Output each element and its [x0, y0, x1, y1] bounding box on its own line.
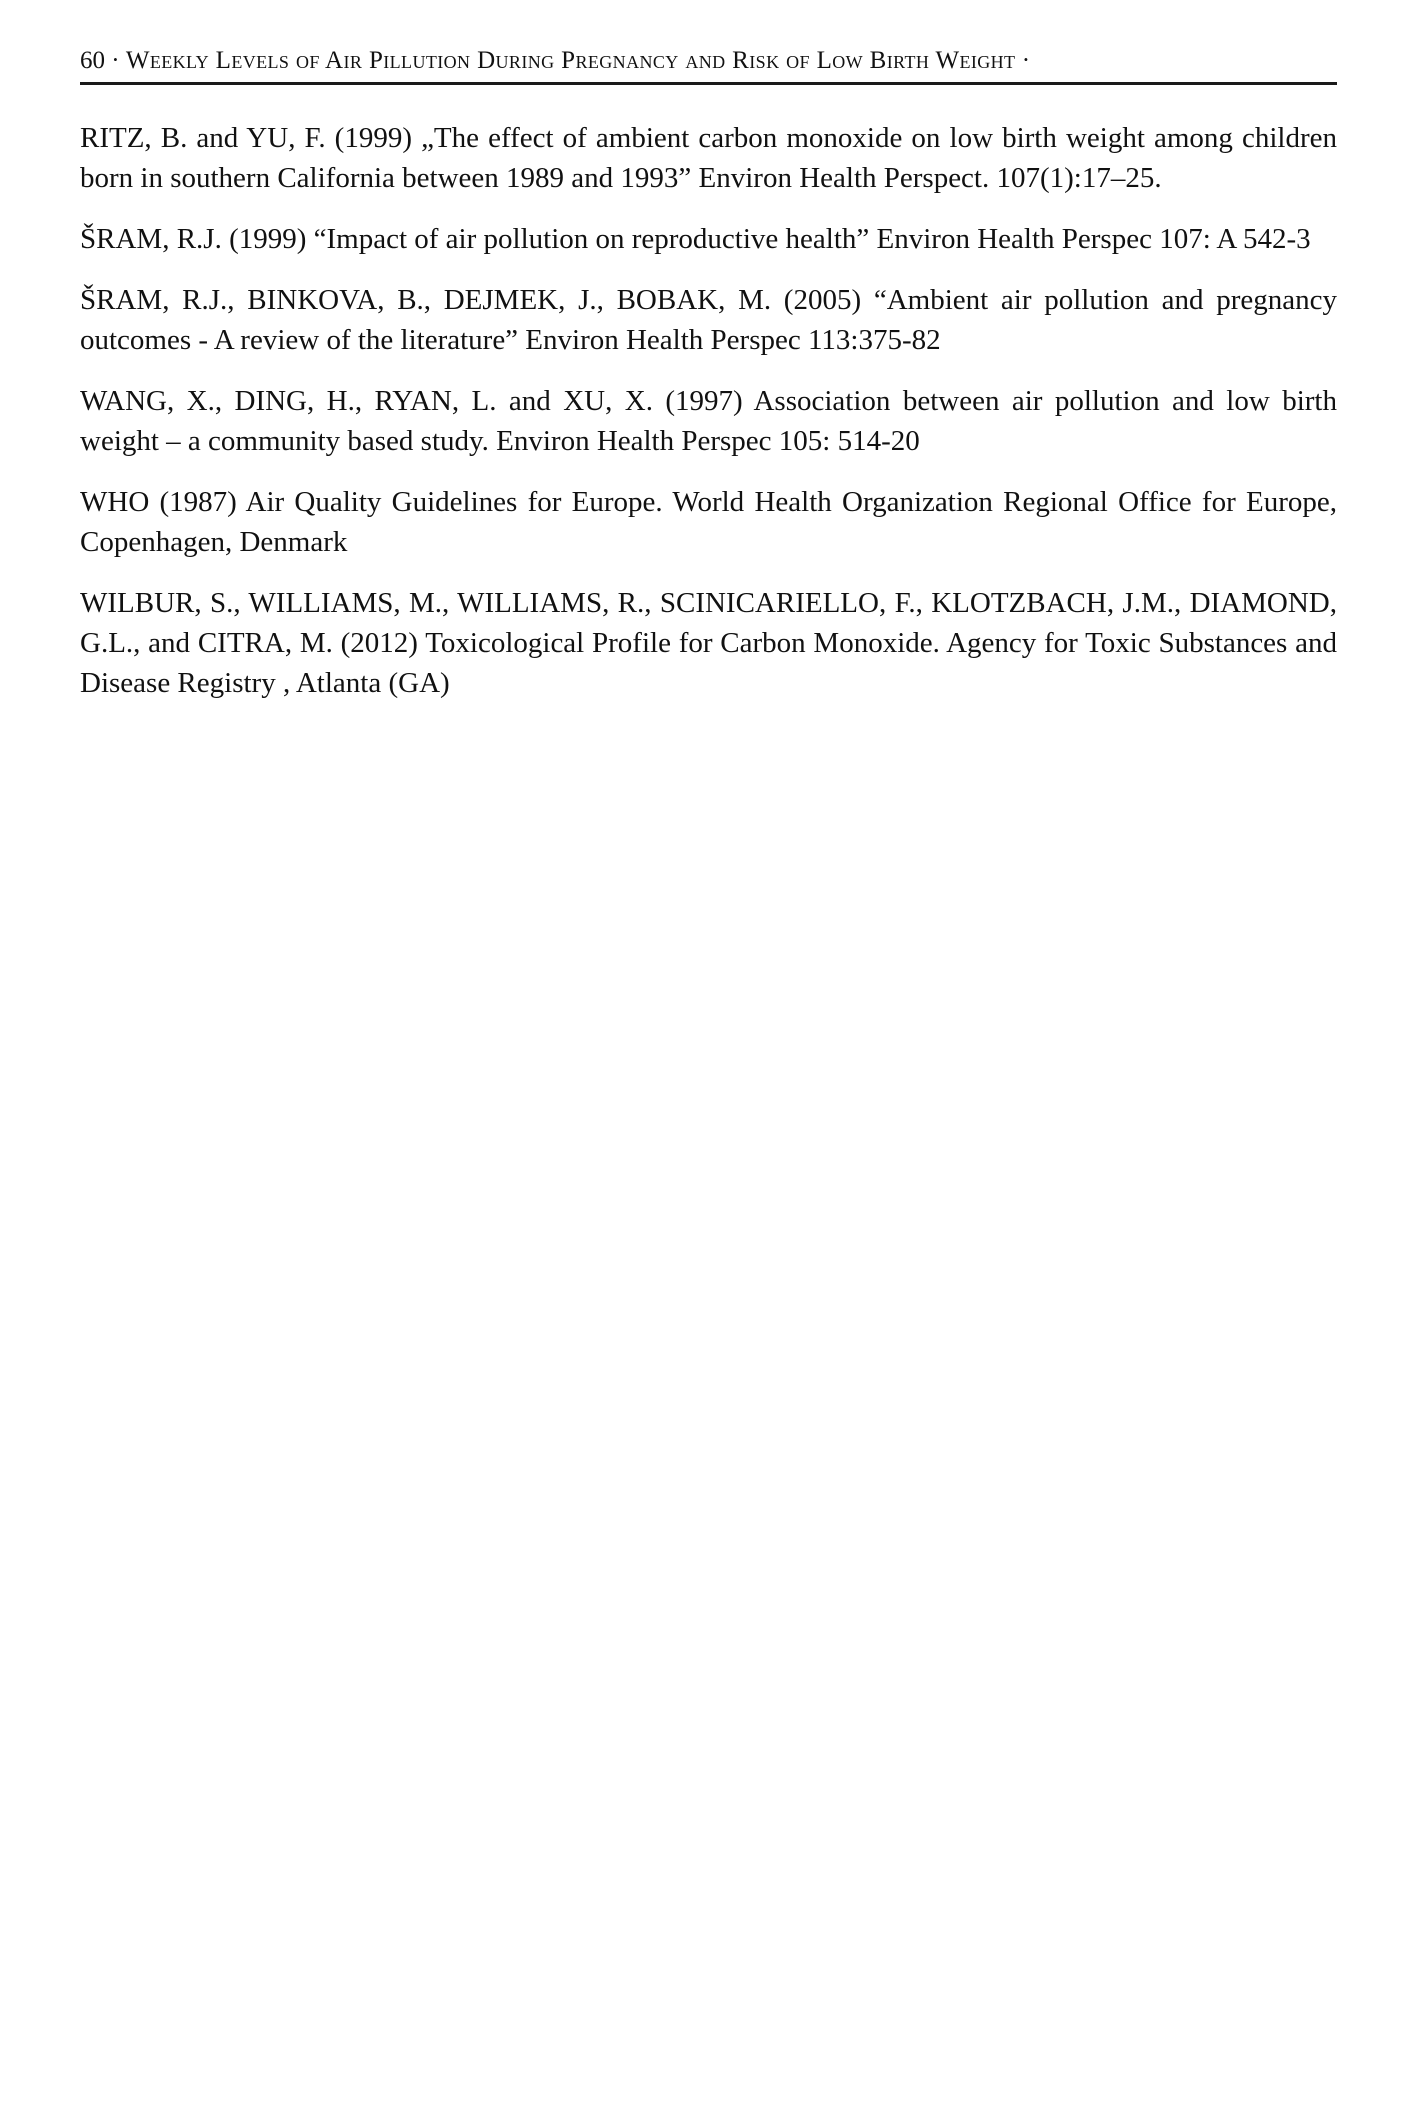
reference-sram-et-al-2005: ŠRAM, R.J., BINKOVA, B., DEJMEK, J., BOBAK, M. (2005) “Ambient air pollution and pregnancy outcomes - A review of the literature” Environ Health Perspec 113:375-82 — [80, 284, 1337, 356]
running-header — [80, 44, 1337, 85]
page-number: 60 — [80, 47, 105, 74]
reference-wilbur-et-al-2012: WILBUR, S., WILLIAMS, M., WILLIAMS, R., SCINICARIELLO, F., KLOTZBACH, J.M., DIAMOND, G.L., and CITRA, M. (2012) Toxicological Profile for Carbon Monoxide. Agency for Toxic Substances and Disease Registry , Atlanta (GA) — [80, 587, 1337, 699]
reference-list — [80, 118, 1337, 724]
reference-sram-1999: ŠRAM, R.J. (1999) “Impact of air pollution on reproductive health” Environ Health Perspec 107: A 542-3 — [80, 223, 1311, 255]
header-separator: · — [111, 47, 120, 74]
header-trailing-separator: · — [1021, 47, 1031, 74]
reference-who-1987: WHO (1987) Air Quality Guidelines for Europe. World Health Organization Regional Office for Europe, Copenhagen, Denmark — [80, 486, 1337, 558]
reference-ritz-yu-1999: RITZ, B. and YU, F. (1999) „The effect of ambient carbon monoxide on low birth weight among children born in southern California between 1989 and 1993” Environ Health Perspect. 107(1):17–25. — [80, 122, 1337, 194]
reference-wang-et-al-1997: WANG, X., DING, H., RYAN, L. and XU, X. (1997) Association between air pollution and low birth weight – a community based study. Environ Health Perspec 105: 514-20 — [80, 385, 1337, 457]
running-title: Weekly Levels of Air Pillution During Pregnancy and Risk of Low Birth Weight — [125, 47, 1016, 74]
